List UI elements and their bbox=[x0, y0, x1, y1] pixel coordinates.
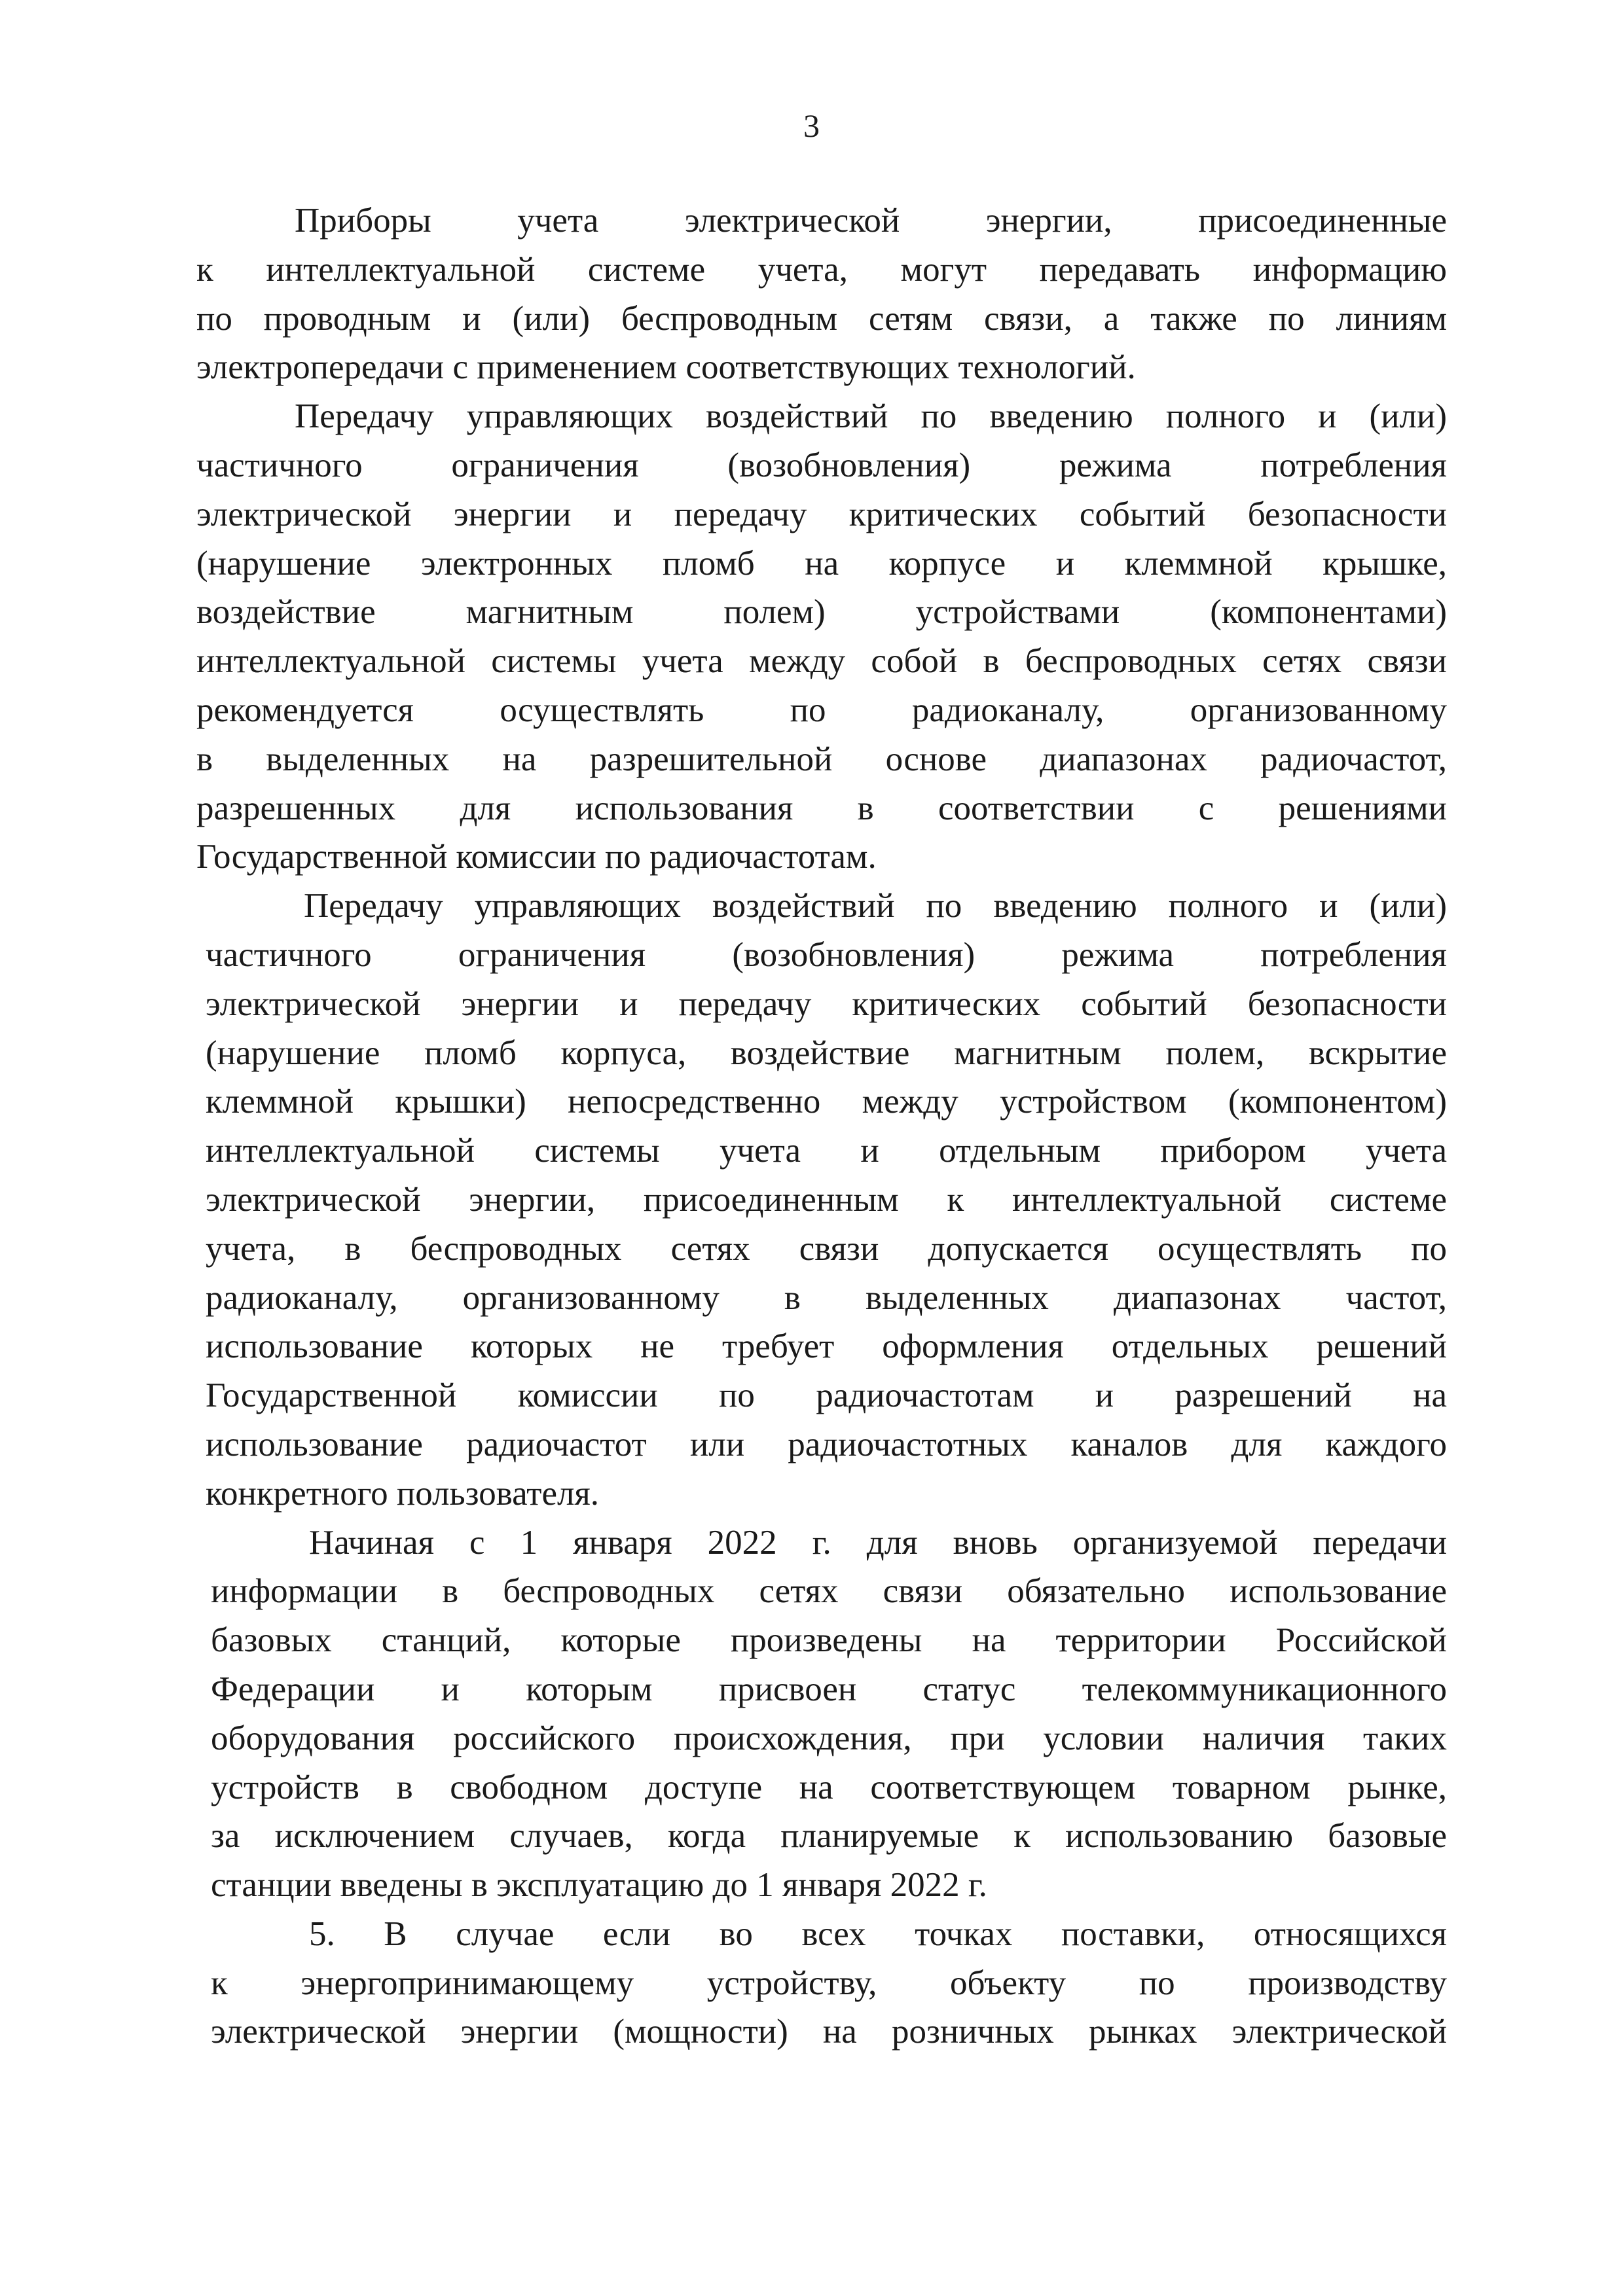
text-line: в выделенных на разрешительной основе диапазонах радиочастот, bbox=[196, 740, 1447, 778]
text-line: устройств в свободном доступе на соответствующем товарном рынке, bbox=[211, 1768, 1447, 1806]
document-body bbox=[196, 196, 1447, 2056]
text-line: к энергопринимающему устройству, объекту по производству bbox=[211, 1964, 1447, 2002]
text-line: частичного ограничения (возобновления) режима потребления bbox=[196, 446, 1447, 484]
text-line: Государственной комиссии по радиочастотам и разрешений на bbox=[206, 1376, 1447, 1415]
paragraph-base-stations-2022 bbox=[196, 1518, 1447, 1910]
text-line: воздействие магнитным полем) устройствами (компонентами) bbox=[196, 593, 1447, 632]
text-line: за исключением случаев, когда планируемые к использованию базовые bbox=[211, 1817, 1447, 1856]
text-line: использование радиочастот или радиочастотных каналов для каждого bbox=[206, 1425, 1447, 1463]
text-line: учета, в беспроводных сетях связи допускается осуществлять по bbox=[206, 1229, 1447, 1268]
paragraph-control-signals-unlicensed bbox=[196, 882, 1447, 1518]
text-line: (нарушение пломб корпуса, воздействие магнитным полем, вскрытие bbox=[206, 1033, 1447, 1072]
text-line: к интеллектуальной системе учета, могут передавать информацию bbox=[196, 250, 1447, 289]
text-line: частичного ограничения (возобновления) режима потребления bbox=[206, 935, 1447, 974]
text-line: Начиная с 1 января 2022 г. для вновь организуемой передачи bbox=[309, 1523, 1447, 1562]
text-line: интеллектуальной системы учета и отдельным прибором учета bbox=[206, 1132, 1447, 1170]
text-line: Передачу управляющих воздействий по введению полного и (или) bbox=[295, 397, 1447, 436]
text-line: клеммной крышки) непосредственно между устройством (компонентом) bbox=[206, 1083, 1447, 1121]
text-line: рекомендуется осуществлять по радиоканалу, организованному bbox=[196, 691, 1447, 729]
text-line: электрической энергии и передачу критических событий безопасности bbox=[206, 984, 1447, 1023]
text-line: по проводным и (или) беспроводным сетям связи, а также по линиям bbox=[196, 299, 1447, 338]
page-number: 3 bbox=[803, 107, 820, 144]
paragraph-control-signals-licensed bbox=[196, 392, 1447, 882]
paragraph-item-5 bbox=[196, 1910, 1447, 2056]
text-line: конкретного пользователя. bbox=[206, 1474, 600, 1513]
text-line: электрической энергии, присоединенным к интеллектуальной системе bbox=[206, 1180, 1447, 1219]
text-line: электропередачи с применением соответствующих технологий. bbox=[196, 348, 1136, 387]
text-line: электрической энергии и передачу критических событий безопасности bbox=[196, 495, 1447, 533]
text-line: электрической энергии (мощности) на розничных рынках электрической bbox=[211, 2013, 1447, 2051]
text-line: Приборы учета электрической энергии, присоединенные bbox=[295, 202, 1447, 240]
text-line: разрешенных для использования в соответствии с решениями bbox=[196, 789, 1447, 827]
text-line: использование которых не требует оформления отдельных решений bbox=[206, 1327, 1447, 1366]
text-line: интеллектуальной системы учета между собой в беспроводных сетях связи bbox=[196, 642, 1447, 681]
text-line: информации в беспроводных сетях связи обязательно использование bbox=[211, 1572, 1447, 1611]
text-line: (нарушение электронных пломб на корпусе и клеммной крышке, bbox=[196, 544, 1447, 583]
text-line: Государственной комиссии по радиочастотам. bbox=[196, 838, 877, 876]
text-line: радиоканалу, организованному в выделенных диапазонах частот, bbox=[206, 1278, 1447, 1317]
text-line: Федерации и которым присвоен статус телекоммуникационного bbox=[211, 1670, 1447, 1708]
text-line: Передачу управляющих воздействий по введению полного и (или) bbox=[304, 887, 1447, 925]
text-line: оборудования российского происхождения, при условии наличия таких bbox=[211, 1719, 1447, 1757]
text-line: станции введены в эксплуатацию до 1 января 2022 г. bbox=[211, 1866, 987, 1905]
paragraph-meters-transmission bbox=[196, 196, 1447, 392]
text-line: базовых станций, которые произведены на территории Российской bbox=[211, 1621, 1447, 1660]
text-line: 5. В случае если во всех точках поставки, относящихся bbox=[309, 1914, 1447, 1953]
